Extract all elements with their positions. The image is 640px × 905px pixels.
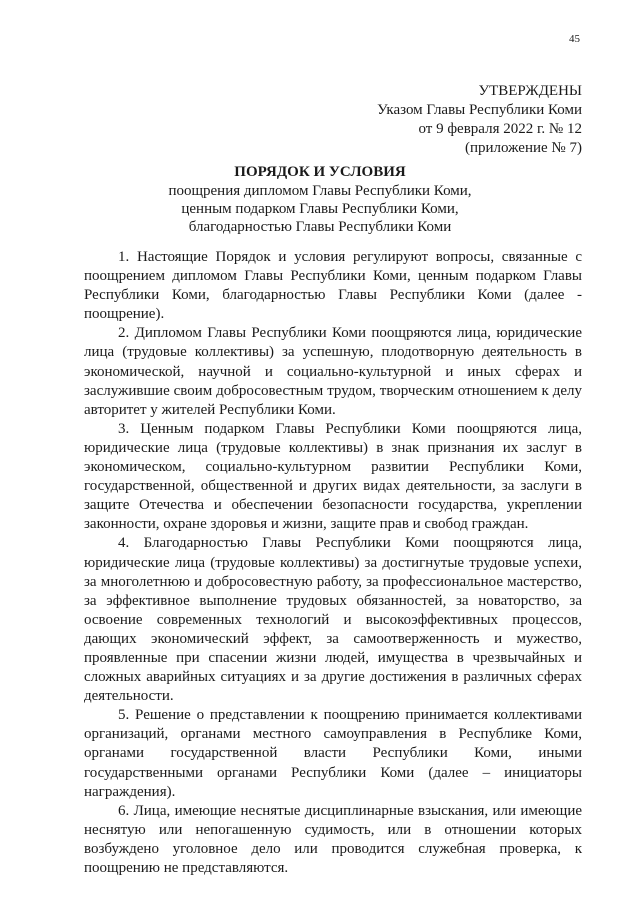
approval-date: от 9 февраля 2022 г. № 12 bbox=[418, 121, 582, 137]
document-body bbox=[84, 248, 582, 878]
paragraph-4: 4. Благодарностью Главы Республики Коми поощряются лица, юридические лица (трудовые коллективы) за достигнутые трудовые успехи, за многолетнюю и добросовестную работу, за профессиональное мастерство, за эффективное выполнение трудовых обязанностей, за новаторство, за освоение современных технологий и высокоэффективных процессов, дающих экономический эффект, за самоотверженность и мужество, проявленные при спасении жизни людей, имущества в чрезвычайных и сложных аварийных ситуациях и за другие достижения в различных сферах деятельности. bbox=[84, 535, 582, 705]
document-title-block bbox=[0, 163, 640, 236]
approval-stamp-block bbox=[377, 82, 582, 158]
page-number: 45 bbox=[569, 33, 580, 45]
paragraph-3: 3. Ценным подарком Главы Республики Коми поощряются лица, юридические лица (трудовые коллективы) в знак признания их заслуг в экономическом, социально-культурном развитии Республики Коми, государственной, общественной и других видах деятельности, за заслуги в защите Отечества и обеспечении безопасности государства, укреплении законности, охране здоровья и жизни, защите прав и свобод граждан. bbox=[84, 420, 582, 533]
approval-appendix: (приложение № 7) bbox=[464, 140, 582, 156]
paragraph-5: 5. Решение о представлении к поощрению принимается коллективами организаций, органами местного самоуправления в Республике Коми, органами государственной власти Республики Коми, иными государственными органами Республики Коми (далее – инициаторы награждения). bbox=[84, 707, 582, 800]
paragraph-6: 6. Лица, имеющие неснятые дисциплинарные взыскания, или имеющие неснятую или непогашенную судимость, или в отношении которых возбуждено уголовное дело или проводится служебная проверка, к поощрению не представляются. bbox=[84, 802, 582, 876]
paragraph-1: 1. Настоящие Порядок и условия регулируют вопросы, связанные с поощрением дипломом Главы Республики Коми, ценным подарком Главы Республики Коми, благодарностью Главы Республики Коми (далее - поощрение). bbox=[84, 249, 582, 323]
approval-heading: УТВЕРЖДЕНЫ bbox=[478, 83, 582, 99]
document-title: ПОРЯДОК И УСЛОВИЯ bbox=[234, 164, 406, 180]
document-subtitle-line-1: поощрения дипломом Главы Республики Коми, bbox=[168, 183, 472, 199]
paragraph-2: 2. Дипломом Главы Республики Коми поощряются лица, юридические лица (трудовые коллективы) за успешную, плодотворную деятельность в экономической, научной и социально-культурной и иных сферах и заслужившие своим добросовестным трудом, творческим отношением к делу авторитет у жителей Республики Коми. bbox=[84, 325, 582, 418]
document-subtitle-line-2: ценным подарком Главы Республики Коми, bbox=[181, 201, 459, 217]
approval-decree: Указом Главы Республики Коми bbox=[377, 102, 582, 118]
document-subtitle-line-3: благодарностью Главы Республики Коми bbox=[188, 219, 452, 235]
